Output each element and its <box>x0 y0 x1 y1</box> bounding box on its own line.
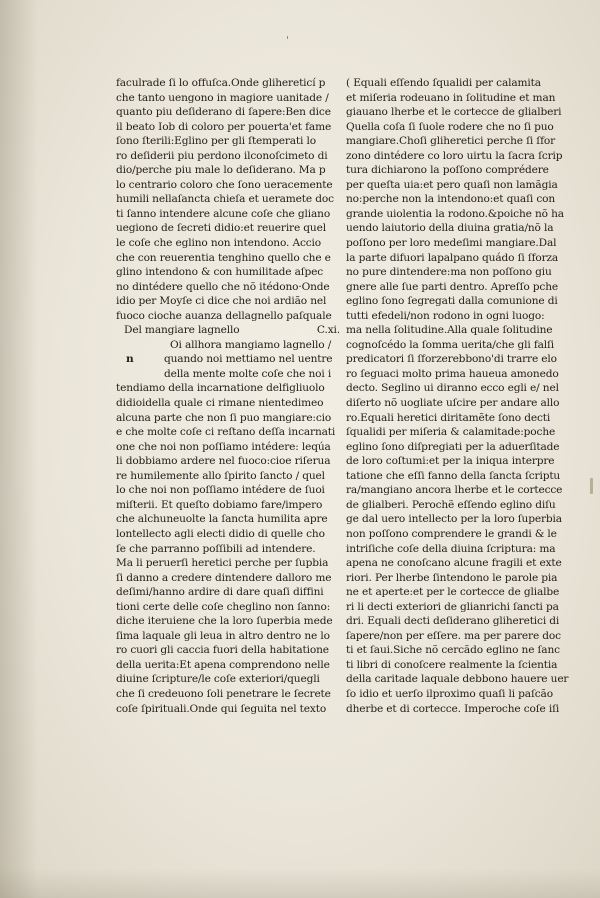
text-line: cognoſcédo la ſomma uerita/che gli falſi <box>346 338 555 351</box>
text-line: tutti efedeli/non rodono in ogni luogo: <box>346 309 545 322</box>
text-line: alcuna parte che non ſi puo mangiare:cio <box>116 411 332 424</box>
text-line: ſima laquale gli leua in altro dentro ne lo <box>116 629 330 642</box>
text-line: ( Equali eſſendo ſqualidi per calamita <box>346 77 541 89</box>
text-line: della uerita:Et apena comprendono nelle <box>116 658 330 671</box>
text-line: ti ſanno intendere alcune coſe che gliano <box>116 207 331 220</box>
text-line: uegiono de ſecreti didio:et reuerire quel <box>116 222 326 235</box>
text-line: predicatori ſi ſforzerebbono'di trarre elo <box>346 353 557 366</box>
text-line: ro deſiderii piu perdono ilconoſcimeto di <box>116 149 328 162</box>
chapter-heading <box>116 323 348 338</box>
binding-fold-shadow <box>0 0 38 898</box>
text-line: de loro coſtumi:et per la iniqua interpre <box>346 455 555 468</box>
text-line: idio per Moyſe ci dice che noi ardião nel <box>116 295 327 308</box>
text-line: coſe ſpirituali.Onde qui ſeguita nel texto <box>116 702 327 715</box>
text-line: poſſono per loro medeſimi mangiare.Dal <box>346 237 557 250</box>
text-line: mangiare.Choſi gliheretici perche ſi ſfor <box>346 135 555 148</box>
text-line: ra/mangiano ancora lherbe et le cortecce <box>346 484 563 497</box>
text-line: one che noi non poſſiamo intédere: leqúa <box>116 440 331 453</box>
text-line: miſterii. Et queſto dobiamo fare/impero <box>116 498 323 511</box>
text-line: che tanto uengono in magiore uanitade / <box>116 91 329 104</box>
text-line: ſi danno a credere dintendere dalloro me <box>116 571 332 584</box>
text-line: fuoco cioche auanza dellagnello paſquale <box>116 309 332 322</box>
text-line: no dintédere quello che nõ itédono·Onde <box>116 280 330 293</box>
text-line: ma nella ſolitudine.Alla quale ſolitudine <box>346 324 553 337</box>
text-line: tura dichiarono la poſſono comprédere <box>346 164 549 177</box>
text-line: eglino ſono diſpregiati per la aduerſitade <box>346 440 560 453</box>
text-line: per queſta uia:et pero quaſi non lamãgia <box>346 178 558 191</box>
text-line: ſo idio et uerſo ilproximo quaſi li paſcão <box>346 687 553 700</box>
text-line: della mente molte coſe che noi i <box>164 367 332 380</box>
text-line: lo centrario coloro che ſono ueracemente <box>116 178 333 191</box>
text-line: glino intendono & con humilitade aſpec <box>116 266 324 279</box>
chapter-heading-number: C.xi. <box>316 324 340 337</box>
text-line: uendo laiutorio della diuina gratia/nõ la <box>346 222 554 235</box>
text-line: ſapere/non per eſſere. ma per parere doc <box>346 629 561 642</box>
left-column-text-after-opening <box>116 381 348 716</box>
text-line: dio/perche piu male lo deſiderano. Ma p <box>116 164 326 177</box>
text-line: no pure dintendere:ma non poſſono giu <box>346 266 552 279</box>
text-line: zono dintédere co loro uirtu la ſacra ſcrip <box>346 149 563 162</box>
text-line: ro.Equali heretici diritamẽte ſono decti <box>346 411 551 424</box>
text-line: grande uiolentia la rodono.&poiche nõ ha <box>346 207 564 220</box>
text-line: dherbe et di cortecce. Imperoche coſe iſi <box>346 702 560 715</box>
chapter-heading-title: Del mangiare lagnello <box>124 324 240 337</box>
text-line: il beato Iob di coloro per pouerta'et fame <box>116 120 332 133</box>
text-line: Oi allhora mangiamo lagnello / <box>170 338 332 351</box>
text-line: quanto piu deſiderano di ſapere:Ben dice <box>116 106 331 119</box>
text-line: Ma li peruerſi heretici perche per ſupbia <box>116 557 329 570</box>
text-line: decto. Seglino ui diranno ecco egli e/ nel <box>346 382 559 395</box>
text-line: diuine ſcripture/le coſe exteriori/quegli <box>116 673 320 686</box>
text-line: humili nellaſancta chieſa et ueramete doc <box>116 193 334 206</box>
left-text-column <box>116 76 348 716</box>
text-line: didioidella quale ci rimane nientedimeo <box>116 397 324 410</box>
text-line: che ſi credeuono ſoli penetrare le ſecrete <box>116 687 331 700</box>
text-line: tendiamo della incarnatione delfigliuolo <box>116 382 325 395</box>
text-line: diſerto nõ uogliate uſcire per andare allo <box>346 397 560 410</box>
text-line: re humilemente allo ſpirito ſancto / quel <box>116 469 325 482</box>
text-line: ro cuori gli caccia fuori della habitatione <box>116 644 329 657</box>
right-text-column <box>346 76 582 716</box>
text-line: lo che noi non poſſiamo intédere de ſuoi <box>116 484 325 497</box>
text-line: ge dal uero intellecto per la loro ſuperbia <box>346 513 562 526</box>
text-line: ne et aperte:et per le cortecce de glialbe <box>346 586 560 599</box>
guide-letter-initial: n <box>126 353 134 366</box>
text-line: ſe che parranno poſſibili ad intendere. <box>116 542 316 555</box>
right-column-text <box>346 76 582 716</box>
text-line: dri. Equali decti deſiderano gliheretici di <box>346 615 560 628</box>
text-line: intriſiche coſe della diuina ſcriptura: ma <box>346 542 556 555</box>
text-line: ſqualidi per miſeria & calamitade:poche <box>346 426 556 439</box>
text-line: no:perche non la intendono:et quaſi con <box>346 193 556 206</box>
text-line: eglino ſono ſegregati dalla comunione di <box>346 295 558 308</box>
text-line: quando noi mettiamo nel uentre <box>164 353 333 366</box>
text-line: la parte difuori lapalpano quádo ſi ſforza <box>346 251 559 264</box>
text-line: gnere alle ſue parti dentro. Apreſſo pche <box>346 280 558 293</box>
text-line: della caritade laquale debbono hauere uer <box>346 673 569 686</box>
text-line: Quella coſa ſi ſuole rodere che no ſi puo <box>346 120 554 133</box>
text-line: et miſeria rodeuano in ſolitudine et man <box>346 91 556 104</box>
text-line: ro ſeguaci molto prima haueua amonedo <box>346 367 559 380</box>
text-line: ti libri di conoſcere realmente la ſcientia <box>346 658 558 671</box>
text-line: che con reuerentia tenghino quello che e <box>116 251 331 264</box>
chapter-opening-lines <box>164 338 348 382</box>
text-line: deſimi/hanno ardire di dare quaſi diffini <box>116 586 324 599</box>
text-line: le coſe che eglino non intendono. Accio <box>116 237 321 250</box>
text-line: faculrade ſi lo offuſca.Onde glihereticí p <box>116 77 326 89</box>
text-line: ſono ſterili:Eglino per gli ſtemperati lo <box>116 135 316 148</box>
text-line: de glialberi. Perochẽ eſſendo eglino diſu <box>346 498 556 511</box>
text-line: tioni certe delle coſe cheglino non ſanno: <box>116 600 331 613</box>
text-line: lontellecto agli electi didio di quelle cho <box>116 527 325 540</box>
text-line: non poſſono comprendere le grandi & le <box>346 527 557 540</box>
chapter-opening-paragraph <box>116 338 348 382</box>
text-line: tatione che eſſi fanno della ſancta ſcriptu <box>346 469 561 482</box>
right-margin-stain <box>590 478 593 494</box>
text-line: riori. Per lherbe ſintendono le parole pia <box>346 571 558 584</box>
text-line: li dobbiamo ardere nel fuoco:cioe riſerua <box>116 455 331 468</box>
page-edge-shadow <box>0 868 600 898</box>
text-line: e che molte coſe ci reſtano deſſa incarnati <box>116 426 336 439</box>
top-margin-mark: ' <box>286 34 290 47</box>
text-line: ti et ſaui.Siche nõ cercãdo eglino ne ſanc <box>346 644 560 657</box>
text-line: giauano lherbe et le cortecce de glialberi <box>346 106 562 119</box>
text-line: ri li decti exteriori de glianrichi ſancti pa <box>346 600 559 613</box>
left-column-text-before-chapter <box>116 76 348 323</box>
text-line: apena ne conoſcano alcune fragili et exte <box>346 557 562 570</box>
text-line: diche iteruiene che la loro ſuperbia mede <box>116 615 333 628</box>
text-line: che alchuneuolte la ſancta humilita apre <box>116 513 328 526</box>
